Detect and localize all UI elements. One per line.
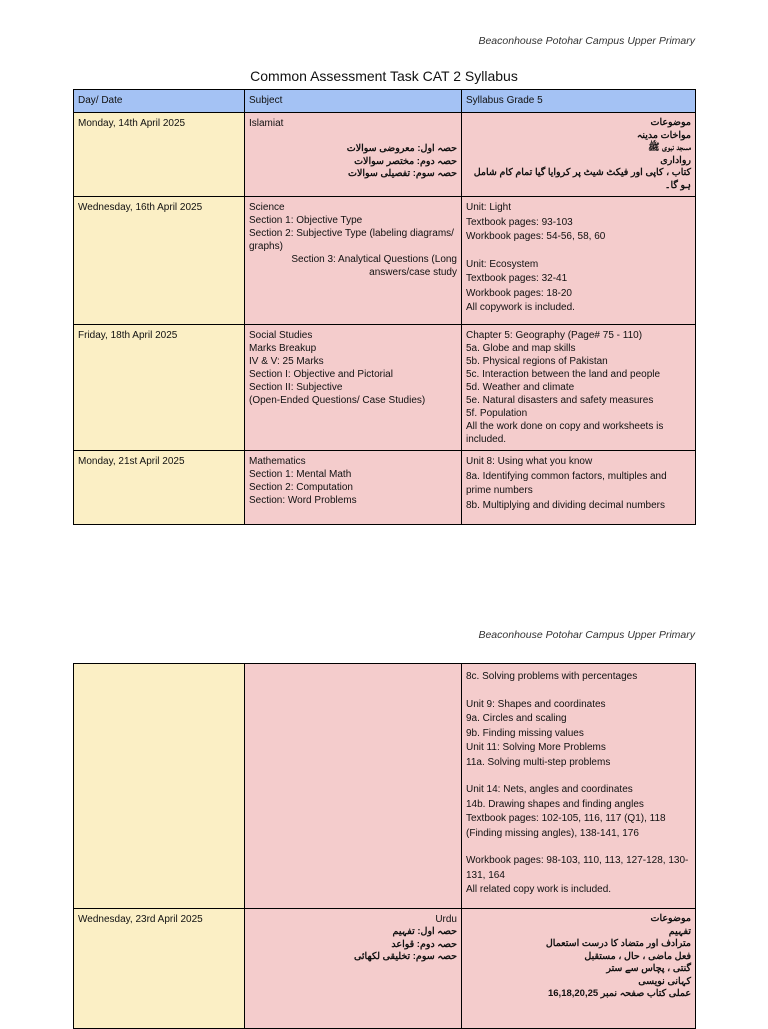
- subject-line: حصہ دوم: مختصر سوالات: [354, 155, 457, 167]
- subject-line: حصہ سوم: تخلیقی لکھائی: [354, 951, 457, 962]
- syllabus-line: 5e. Natural disasters and safety measures: [466, 395, 654, 406]
- syllabus-line: مترادف اور متضاد کا درست استعمال: [545, 938, 691, 949]
- syllabus-line: Unit: Light: [466, 202, 512, 213]
- syllabus-line: Workbook pages: 18-20: [466, 287, 572, 299]
- syllabus-cell: [462, 664, 696, 909]
- date-text: Wednesday, 16th April 2025: [78, 202, 203, 213]
- syllabus-line: Textbook pages: 93-103: [466, 216, 573, 228]
- syllabus-line: Textbook pages: 102-105, 116, 117 (Q1), 118 (Finding missing angles), 138-141, 176: [466, 813, 666, 839]
- syllabus-line: [466, 245, 691, 258]
- subject-cell: [245, 909, 462, 1029]
- subject-line: Section 1: Objective Type: [249, 215, 363, 226]
- syllabus-line: 8a. Identifying common factors, multiples and prime numbers: [466, 470, 667, 496]
- syllabus-line: [466, 841, 691, 854]
- syllabus-line: مسجد نبوی ﷺ: [648, 142, 691, 153]
- table-row: [74, 113, 696, 197]
- page-header: Beaconhouse Potohar Campus Upper Primary: [478, 35, 695, 47]
- subject-line: (Open-Ended Questions/ Case Studies): [249, 395, 426, 406]
- syllabus-line: فعل ماضی ، حال ، مستقبل: [584, 950, 691, 962]
- syllabus-line: 8c. Solving problems with percentages: [466, 671, 638, 682]
- syllabus-cell: [462, 451, 696, 525]
- syllabus-line: [466, 770, 691, 783]
- table-header-row: [74, 90, 696, 113]
- subject-line: Section I: Objective and Pictorial: [249, 369, 393, 380]
- subject-line: answers/case study: [369, 267, 457, 278]
- subject-cell: [245, 451, 462, 525]
- date-text: Monday, 14th April 2025: [78, 118, 186, 129]
- date-text: Monday, 21st April 2025: [78, 456, 185, 467]
- syllabus-line: 5a. Globe and map skills: [466, 343, 576, 354]
- syllabus-line: 9b. Finding missing values: [466, 727, 584, 739]
- column-header-date: Day/ Date: [74, 90, 245, 113]
- column-header-syllabus: Syllabus Grade 5: [462, 90, 696, 113]
- subject-line: Section 1: Mental Math: [249, 469, 352, 480]
- page-header: Beaconhouse Potohar Campus Upper Primary: [478, 629, 695, 641]
- subject-line: Social Studies: [249, 330, 313, 341]
- syllabus-cell: [462, 113, 696, 197]
- subject-cell: [245, 664, 462, 909]
- subject-line: Science: [249, 202, 285, 213]
- syllabus-line: 5b. Physical regions of Pakistan: [466, 356, 608, 367]
- syllabus-line: 5c. Interaction between the land and people: [466, 369, 661, 380]
- syllabus-line: رواداری: [660, 154, 691, 166]
- syllabus-line: عملی کتاب صفحہ نمبر 16,18,20,25: [547, 988, 691, 999]
- subject-line: Marks Breakup: [249, 343, 317, 354]
- subject-line: Section 2: Computation: [249, 482, 353, 493]
- syllabus-line: موضوعات: [650, 913, 691, 924]
- syllabus-line: 9a. Circles and scaling: [466, 713, 567, 724]
- subject-line: Section: Word Problems: [249, 495, 357, 506]
- syllabus-line: Unit 11: Solving More Problems: [466, 742, 606, 753]
- syllabus-line: کہانی نویسی: [638, 975, 691, 987]
- syllabus-line: Unit 14: Nets, angles and coordinates: [466, 784, 633, 795]
- syllabus-line: Chapter 5: Geography (Page# 75 - 110): [466, 330, 643, 341]
- date-cell: [74, 664, 245, 909]
- table-row: [74, 451, 696, 525]
- syllabus-line: 5d. Weather and climate: [466, 382, 575, 393]
- syllabus-line: 5f. Population: [466, 408, 528, 419]
- date-text: Friday, 18th April 2025: [78, 330, 178, 341]
- syllabus-line: Workbook pages: 54-56, 58, 60: [466, 231, 606, 242]
- syllabus-table-continued: [73, 663, 696, 1029]
- syllabus-line: Unit: Ecosystem: [466, 258, 539, 270]
- column-header-subject: Subject: [245, 90, 462, 113]
- date-cell: [74, 325, 245, 451]
- syllabus-line: Unit 8: Using what you know: [466, 456, 593, 467]
- syllabus-line: 8b. Multiplying and dividing decimal numbers: [466, 499, 665, 511]
- subject-line: حصہ اول: معروضی سوالات: [346, 143, 457, 154]
- subject-line: Section 3: Analytical Questions (Long: [291, 254, 457, 265]
- syllabus-line: [466, 685, 691, 698]
- subject-line: IV & V: 25 Marks: [249, 356, 324, 367]
- document-title: Common Assessment Task CAT 2 Syllabus: [250, 68, 518, 84]
- syllabus-line: مواخات مدینہ: [636, 129, 691, 141]
- subject-title: Urdu: [435, 914, 457, 925]
- date-cell: [74, 909, 245, 1029]
- date-cell: [74, 113, 245, 197]
- syllabus-line: Workbook pages: 98-103, 110, 113, 127-128, 130-131, 164: [466, 855, 689, 881]
- syllabus-line: All the work done on copy and worksheets is included.: [466, 421, 664, 445]
- syllabus-line: Textbook pages: 32-41: [466, 273, 568, 284]
- syllabus-line: 14b. Drawing shapes and finding angles: [466, 798, 644, 810]
- date-text: Wednesday, 23rd April 2025: [78, 914, 203, 925]
- table-row: [74, 664, 696, 909]
- subject-line: حصہ اول: تفہیم: [392, 926, 457, 937]
- table-row: [74, 325, 696, 451]
- syllabus-line: موضوعات: [650, 117, 691, 128]
- syllabus-line: کتاب ، کاپی اور فیکٹ شیٹ پر کروایا گیا تمام کام شامل ہو گا۔: [473, 167, 691, 191]
- subject-line: Section II: Subjective: [249, 382, 343, 393]
- syllabus-line: All copywork is included.: [466, 302, 575, 313]
- syllabus-cell: [462, 909, 696, 1029]
- subject-line: حصہ دوم: قواعد: [391, 938, 457, 950]
- syllabus-cell: [462, 325, 696, 451]
- subject-cell: [245, 325, 462, 451]
- syllabus-line: 11a. Solving multi-step problems: [466, 756, 611, 768]
- syllabus-cell: [462, 197, 696, 325]
- syllabus-line: تفہیم: [668, 925, 691, 937]
- date-cell: [74, 197, 245, 325]
- table-row: [74, 197, 696, 325]
- syllabus-line: Unit 9: Shapes and coordinates: [466, 698, 606, 710]
- date-cell: [74, 451, 245, 525]
- table-row: [74, 909, 696, 1029]
- subject-line: Section 2: Subjective Type (labeling diagrams/ graphs): [249, 228, 454, 252]
- subject-line: حصہ سوم: تفصیلی سوالات: [348, 168, 457, 179]
- syllabus-line: گنتی ، پچاس سے ستر: [606, 963, 691, 974]
- subject-cell: [245, 113, 462, 197]
- syllabus-line: All related copy work is included.: [466, 884, 612, 895]
- subject-cell: [245, 197, 462, 325]
- subject-title: Islamiat: [249, 118, 284, 129]
- syllabus-table: [73, 89, 696, 525]
- subject-line: Mathematics: [249, 456, 306, 467]
